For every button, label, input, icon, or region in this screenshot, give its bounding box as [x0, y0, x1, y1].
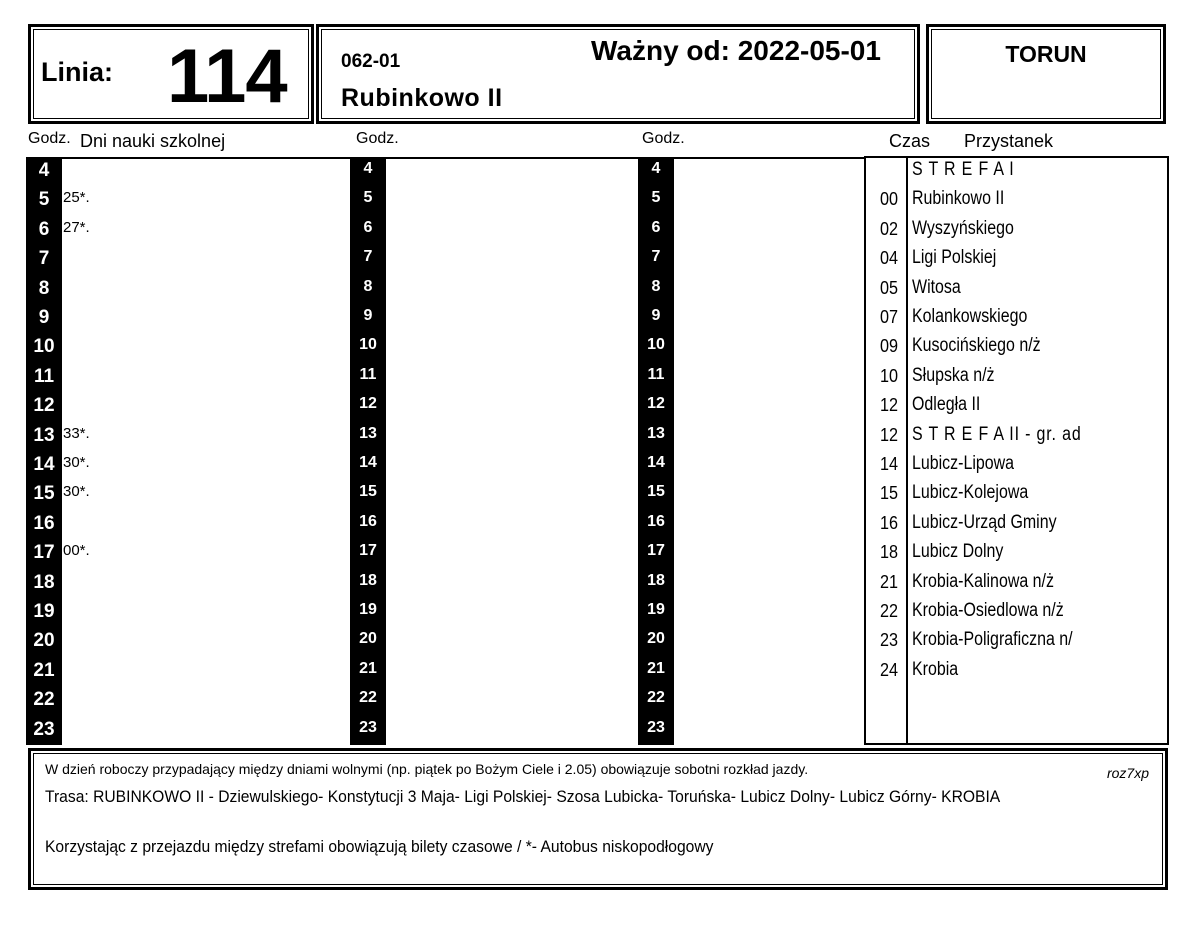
hour-cell: 5 [363, 189, 373, 207]
departure-minutes: 30*. [63, 483, 90, 501]
hour-cell: 10 [33, 336, 55, 358]
hour-cell: 20 [647, 630, 665, 648]
hour-cell: 4 [363, 160, 373, 177]
stop-time: 02 [879, 218, 898, 239]
timetable-grid [26, 157, 866, 745]
stop-time: 05 [879, 277, 898, 298]
stop-name-item: Odległa II [912, 394, 981, 416]
stop-name-item: Kolankowskiego [912, 306, 1028, 327]
departure-minutes: 27*. [63, 218, 90, 236]
hour-cell: 17 [33, 542, 55, 564]
stop-time: 09 [879, 336, 898, 357]
stop-name-item: Lubicz Dolny [912, 541, 1004, 563]
hour-cell: 8 [363, 277, 373, 295]
line-label: Linia: [41, 57, 113, 87]
stop-name-item: Lubicz-Urząd Gminy [912, 511, 1057, 533]
footer-route: Trasa: RUBINKOWO II - Dziewulskiego- Konstytucji 3 Maja- Ligi Polskiej- Szosa Lubicka- Toruńska- Lubicz Dolny- Lubicz Górny- KROBIA [45, 787, 1001, 806]
hour-cell: 4 [38, 160, 50, 181]
stop-name-item: Słupska n/ż [912, 364, 995, 386]
hour-cell: 6 [651, 218, 661, 236]
stop-name-item: S T R E F A I [912, 159, 1015, 180]
hour-cell: 22 [647, 689, 665, 707]
godz-label-1: Godz. [28, 130, 71, 147]
hour-cell: 17 [359, 542, 377, 560]
hour-cell: 12 [647, 395, 665, 413]
stop-header: Przystanek [964, 131, 1054, 151]
hour-cell: 13 [359, 424, 377, 442]
hour-cell: 20 [359, 630, 377, 648]
hour-cell: 11 [647, 365, 665, 383]
stops-divider [906, 158, 908, 743]
hour-cell: 9 [651, 307, 661, 324]
hour-cell: 9 [363, 307, 373, 324]
valid-from: Ważny od: 2022-05-01 [591, 35, 881, 66]
departure-minutes: 25*. [63, 189, 90, 207]
line-number: 114 [167, 34, 287, 119]
stop-time: 10 [879, 365, 898, 386]
hour-cell: 11 [33, 365, 55, 387]
departure-minutes: 33*. [63, 424, 90, 442]
footer-note: W dzień roboczy przypadający między dniami wolnymi (np. piątek po Bożym Ciele i 2.05) obowiązuje sobotni rozkład jazdy. [45, 761, 809, 777]
hour-cell: 16 [359, 512, 377, 530]
hour-cell: 8 [651, 277, 661, 295]
line-box [28, 24, 314, 124]
hour-cell: 21 [33, 659, 55, 681]
stop-name: Rubinkowo II [341, 84, 503, 112]
hour-cell: 16 [33, 512, 55, 534]
hour-cell: 19 [33, 601, 55, 622]
hour-cell: 17 [647, 542, 665, 560]
departure-minutes: 30*. [63, 454, 90, 471]
hour-cell: 7 [38, 248, 50, 270]
hour-cell: 16 [647, 512, 665, 530]
stop-time: 23 [879, 630, 898, 651]
stop-name-item: Lubicz-Lipowa [912, 453, 1015, 474]
hour-cell: 7 [363, 248, 373, 266]
hour-cell: 23 [359, 718, 377, 736]
stop-time: 07 [879, 307, 898, 327]
city-name: TORUN [1005, 41, 1087, 67]
hour-cell: 11 [359, 365, 377, 383]
day-label-1: Dni nauki szkolnej [80, 131, 226, 151]
stop-time: 15 [879, 483, 898, 504]
hour-cell: 20 [33, 630, 55, 652]
hour-cell: 12 [359, 395, 377, 413]
hour-cell: 5 [651, 189, 661, 207]
stop-name-item: Krobia-Osiedlowa n/ż [912, 600, 1064, 621]
footer-code: roz7xp [1106, 765, 1149, 781]
hour-cell: 14 [647, 454, 665, 471]
hour-cell: 7 [651, 248, 661, 266]
stop-name-item: Witosa [912, 276, 961, 298]
stop-time: 00 [879, 189, 898, 210]
stop-name-item: Krobia-Poligraficzna n/ [912, 629, 1073, 651]
hour-cell: 15 [359, 483, 377, 501]
hour-cell: 18 [359, 571, 377, 589]
stop-name-item: Kusocińskiego n/ż [912, 335, 1041, 357]
stop-time: 18 [879, 542, 898, 563]
stop-time: 12 [879, 424, 898, 445]
hour-cell: 14 [359, 454, 377, 471]
hour-column-3 [638, 157, 674, 745]
stop-time: 21 [879, 571, 898, 592]
stop-time: 16 [879, 512, 898, 533]
hour-cell: 4 [651, 160, 661, 177]
hour-cell: 22 [33, 689, 55, 711]
hour-cell: 10 [359, 336, 377, 354]
footer-tickets: Korzystając z przejazdu między strefami obowiązują bilety czasowe / *- Autobus niskopodłogowy [45, 837, 714, 856]
hour-cell: 18 [33, 571, 55, 593]
stop-time: 14 [879, 454, 898, 474]
stop-code: 062-01 [341, 51, 401, 72]
stop-name-item: Rubinkowo II [912, 188, 1005, 210]
hour-cell: 9 [38, 307, 50, 328]
stop-time: 24 [879, 659, 898, 680]
hour-cell: 6 [363, 218, 373, 236]
city-box [926, 24, 1166, 124]
hour-cell: 19 [359, 601, 377, 618]
hour-cell: 22 [359, 689, 377, 707]
hour-cell: 15 [647, 483, 665, 501]
stop-name-item: Wyszyńskiego [912, 217, 1014, 239]
godz-label-3: Godz. [642, 130, 685, 147]
departure-minutes: 00*. [63, 542, 90, 560]
hour-cell: 14 [33, 454, 55, 475]
hour-cell: 13 [33, 424, 55, 446]
stop-name-item: Krobia-Kalinowa n/ż [912, 570, 1054, 592]
hour-cell: 21 [647, 659, 665, 677]
hour-cell: 18 [647, 571, 665, 589]
hour-cell: 12 [33, 395, 55, 417]
stop-name-item: Krobia [912, 658, 959, 680]
stop-time: 22 [879, 601, 898, 621]
hour-cell: 10 [647, 336, 665, 354]
hour-cell: 15 [33, 483, 55, 505]
hour-column-1 [26, 157, 62, 745]
footer-box [28, 748, 1168, 890]
hour-cell: 6 [38, 218, 50, 240]
stop-name-item: Lubicz-Kolejowa [912, 482, 1029, 504]
time-header: Czas [889, 131, 931, 151]
hour-cell: 8 [38, 277, 50, 299]
stops-list [864, 156, 1169, 745]
stop-name-item: Ligi Polskiej [912, 247, 997, 269]
stop-time: 12 [879, 395, 898, 416]
hour-cell: 19 [647, 601, 665, 618]
hour-cell: 5 [38, 189, 50, 211]
hour-cell: 23 [33, 718, 55, 740]
stop-time: 04 [879, 248, 898, 269]
hour-cell: 13 [647, 424, 665, 442]
hour-column-2 [350, 157, 386, 745]
godz-label-2: Godz. [356, 130, 399, 147]
stop-name-item: S T R E F A II - gr. ad [912, 423, 1082, 445]
hour-cell: 21 [359, 659, 377, 677]
hour-cell: 23 [647, 718, 665, 736]
stop-box [316, 24, 920, 124]
